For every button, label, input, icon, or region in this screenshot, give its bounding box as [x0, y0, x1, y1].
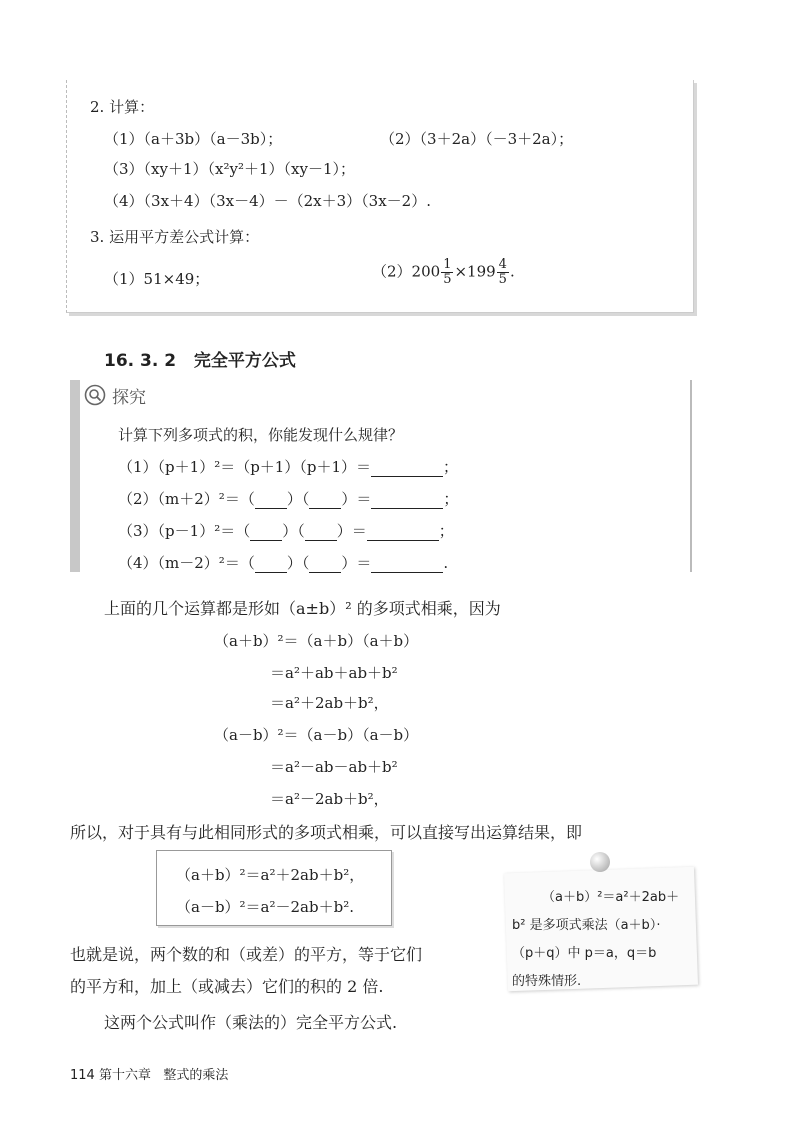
explore-prompt: 计算下列多项式的积，你能发现什么规律？ — [118, 426, 404, 444]
explore-line-2: （2）（m＋2）²＝（ ）（ ）＝ ； — [118, 490, 459, 508]
intro-text: 上面的几个运算都是形如（a±b）² 的多项式相乘，因为 — [104, 599, 501, 618]
explanation-line-1: 也就是说，两个数的和（或差）的平方，等于它们 — [70, 945, 423, 964]
exercise-3-title: 3. 运用平方差公式计算： — [90, 228, 260, 246]
note-line-3: （p＋q）中 p＝a，q＝b — [512, 946, 657, 961]
section-heading: 16. 3. 2 完全平方公式 — [104, 351, 296, 371]
conclusion-text: 所以，对于具有与此相同形式的多项式相乘，可以直接写出运算结果，即 — [70, 823, 583, 842]
explore-side-bar — [70, 380, 80, 572]
exercise-2-1: （1）（a＋3b）（a－3b）； — [104, 130, 283, 148]
explore-line-3: （3）（p－1）²＝（ ）（ ）＝ ； — [118, 522, 454, 540]
answer-blank[interactable] — [255, 554, 287, 573]
answer-blank[interactable] — [371, 554, 443, 573]
pin-icon — [590, 852, 610, 872]
derivation-line-4: （a－b）²＝（a－b）（a－b） — [214, 726, 419, 744]
explore-right-border — [690, 380, 692, 572]
explore-line-4: （4）（m－2）²＝（ ）（ ）＝ . — [118, 554, 449, 572]
formula-name-text: 这两个公式叫作（乘法的）完全平方公式. — [104, 1013, 398, 1032]
answer-blank[interactable] — [250, 522, 282, 541]
side-note — [500, 852, 700, 1002]
derivation-line-3: ＝a²＋2ab＋b²， — [270, 694, 389, 712]
fraction: $\frac{1}{5}$ — [443, 257, 452, 287]
chapter-title: 整式的乘法 — [163, 1068, 229, 1083]
derivation-line-5: ＝a²－ab－ab＋b² — [270, 758, 398, 776]
page-number: 114 — [70, 1068, 95, 1083]
exercise-3-1: （1）51×49； — [104, 270, 210, 288]
answer-blank[interactable] — [371, 490, 443, 509]
note-line-4: 的特殊情形. — [512, 974, 582, 989]
answer-blank[interactable] — [255, 490, 287, 509]
formula-sum-square: （a＋b）²＝a²＋2ab＋b²， — [176, 866, 365, 884]
answer-blank[interactable] — [367, 522, 439, 541]
page-footer — [70, 1064, 228, 1083]
explanation-line-2: 的平方和，加上（或减去）它们的积的 2 倍. — [70, 977, 384, 996]
explore-label: 探究 — [112, 388, 146, 408]
answer-blank[interactable] — [371, 458, 443, 477]
exercise-2-2: （2）（3＋2a）（－3＋2a）； — [380, 130, 574, 148]
answer-blank[interactable] — [309, 490, 341, 509]
chapter-number: 第十六章 — [98, 1068, 151, 1083]
derivation-line-2: ＝a²＋ab＋ab＋b² — [270, 664, 398, 682]
exercise-2-3: （3）（xy＋1）（x²y²＋1）（xy－1）； — [104, 160, 356, 178]
answer-blank[interactable] — [309, 554, 341, 573]
note-line-1: （a＋b）²＝a²＋2ab＋ — [542, 890, 680, 905]
answer-blank[interactable] — [305, 522, 337, 541]
fraction: $\frac{4}{5}$ — [498, 257, 507, 287]
derivation-line-1: （a＋b）²＝（a＋b）（a＋b） — [214, 632, 419, 650]
note-line-2: b² 是多项式乘法（a＋b）· — [512, 918, 661, 933]
exercise-3-2: （2）200 $\frac{1}{5}$ ×199 $\frac{4}{5}$ . — [372, 257, 515, 287]
exercise-2-4: （4）（3x＋4）（3x－4）－（2x＋3）（3x－2）. — [104, 192, 431, 210]
derivation-line-6: ＝a²－2ab＋b²， — [270, 790, 389, 808]
magnifier-icon — [84, 384, 106, 406]
explore-line-1: （1）（p＋1）²＝（p＋1）（p＋1）＝ ； — [118, 458, 459, 476]
exercise-2-title: 2. 计算： — [90, 98, 155, 116]
formula-difference-square: （a－b）²＝a²－2ab＋b². — [176, 898, 354, 916]
